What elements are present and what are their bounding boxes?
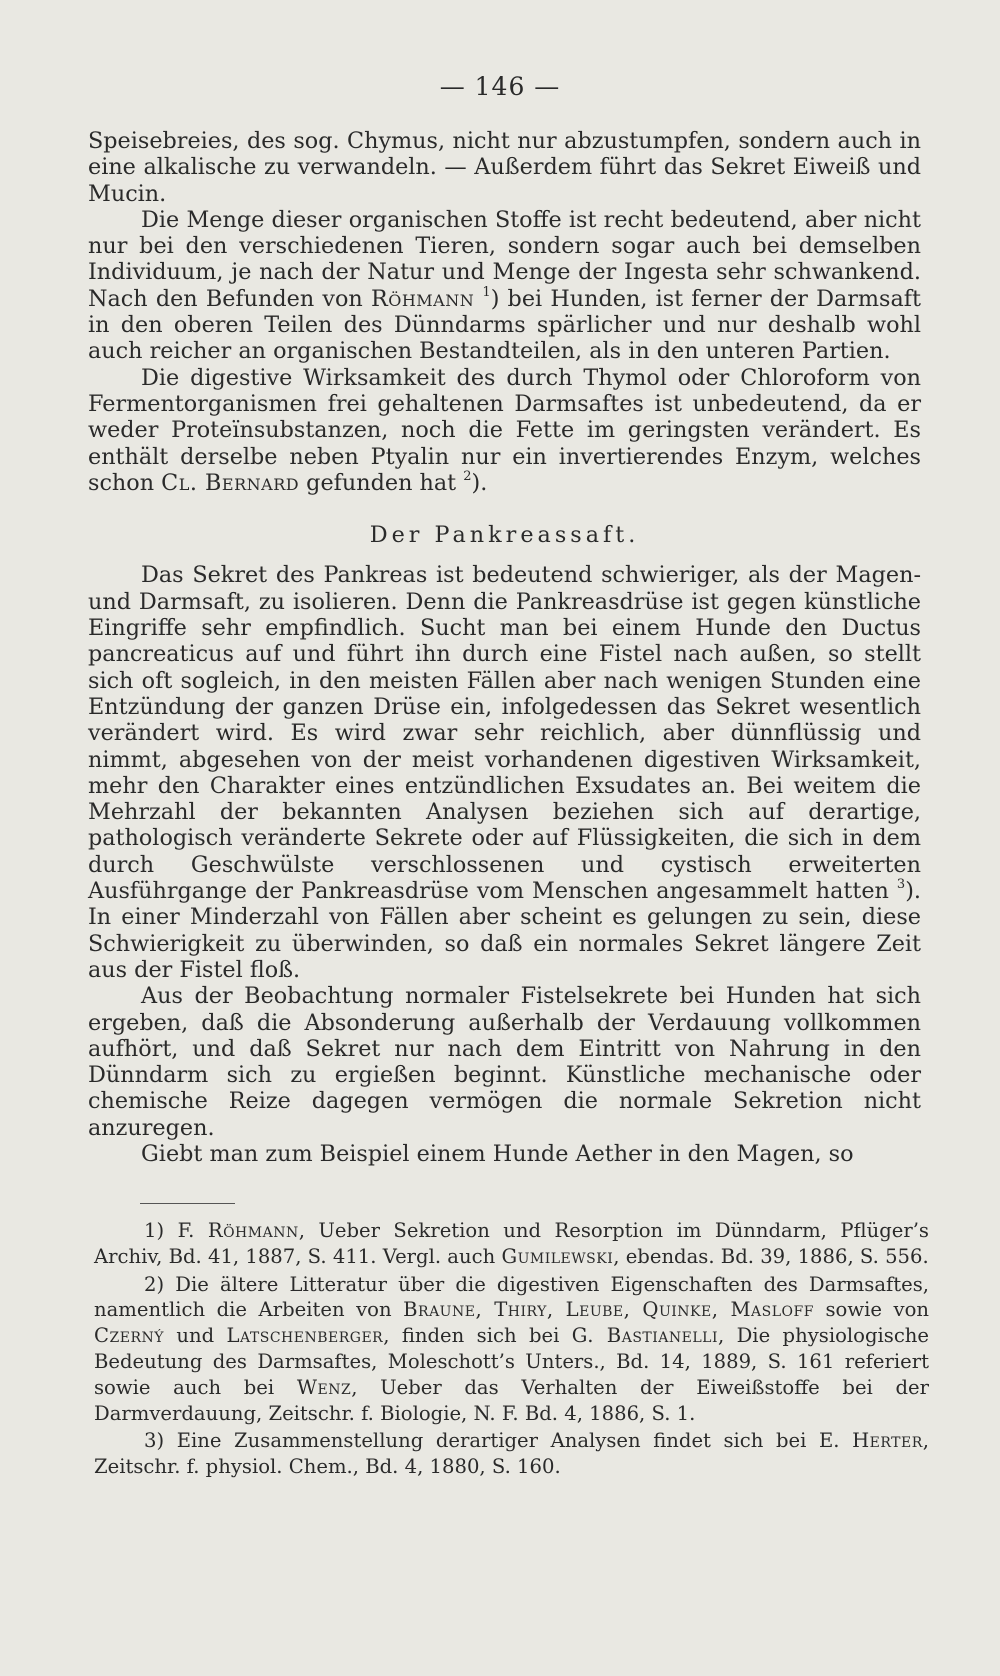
author-name: Cl. Bernard bbox=[161, 469, 300, 496]
footnote-text: , ebendas. Bd. 39, 1886, S. 556. bbox=[613, 1244, 929, 1268]
footnote-text: , finden sich bei bbox=[383, 1324, 560, 1348]
author-name: Latschenberger bbox=[226, 1324, 384, 1348]
author-name: Herter bbox=[852, 1429, 923, 1453]
author-name: Röhmann bbox=[207, 1219, 299, 1242]
paragraph-text: Giebt man zum Beispiel einem Hunde Aether in den Magen, so bbox=[141, 1140, 854, 1167]
author-name: G. Bastianelli bbox=[571, 1324, 718, 1348]
footnote-text: , Die physiologische Bedeutung des Darmsaftes, Moleschott’s Unters., Bd. 14, 1889, S. 161 referiert sowie auch bei bbox=[94, 1324, 930, 1399]
footnote bbox=[94, 1272, 929, 1427]
author-name: Gumilewski bbox=[501, 1244, 614, 1268]
footnote-text: , Ueber das Verhalten der Eiweißstoffe bei der Darmverdauung, Zeitschr. f. Biologie, N. F. Bd. 4, 1886, S. 1. bbox=[94, 1375, 929, 1425]
footnote bbox=[94, 1218, 929, 1270]
footnote-ref: 2 bbox=[463, 468, 472, 484]
paragraph bbox=[88, 1141, 921, 1167]
section-heading: Der Pankreassaft. bbox=[369, 522, 640, 549]
paragraph-text: ). bbox=[471, 469, 488, 496]
paragraph bbox=[88, 983, 921, 1141]
paragraph bbox=[88, 365, 921, 496]
paragraph-text: ) bei Hunden, ist ferner der Darmsaft in den oberen Teilen des Dünndarms spärlicher und nur deshalb wohl auch reicher an organischen Bestandteilen, als in den unteren Partien. bbox=[88, 285, 921, 365]
footnote-number: 2) bbox=[144, 1272, 165, 1296]
footnote-text: , Ueber Sekretion und Resorption im Dünndarm, Pflüger’s Archiv, Bd. 41, 1887, S. 411. Vergl. auch bbox=[94, 1219, 929, 1268]
footnote-text: Eine Zusammenstellung derartiger Analysen findet sich bei E. bbox=[176, 1429, 840, 1453]
body-text bbox=[88, 128, 921, 1167]
author-name: Czerný bbox=[94, 1324, 164, 1348]
footnote-text: sowie von bbox=[825, 1298, 929, 1322]
paragraph-text: ). In einer Minderzahl von Fällen aber scheint es gelungen zu sein, diese Schwierigkeit zu überwinden, so daß ein normales Sekret längere Zeit aus der Fistel floß. bbox=[88, 878, 921, 983]
paragraph-text: Die Menge dieser organischen Stoffe ist recht bedeutend, aber nicht nur bei den verschiedenen Tieren, sondern sogar auch bei demselben Individuum, je nach der Natur und Menge der Ingesta sehr schwankend. Nach den Befunden von bbox=[88, 206, 921, 312]
footnote-text: Die ältere Litteratur über die digestiven Eigenschaften des Darmsaftes, namentlich die Arbeiten von bbox=[94, 1272, 930, 1322]
paragraph-text: Speisebreies, des sog. Chymus, nicht nur abzustumpfen, sondern auch in eine alkalische zu verwandeln. — Außerdem führt das Sekret Eiweiß und Mucin. bbox=[88, 128, 921, 207]
footnote-text: und bbox=[176, 1324, 215, 1348]
footnote bbox=[94, 1428, 929, 1480]
footnote-text: F. bbox=[177, 1219, 195, 1242]
paragraph bbox=[88, 128, 921, 207]
author-name: Braune, Thiry, Leube, Quinke, Masloff bbox=[403, 1298, 814, 1322]
page-number: — 146 — bbox=[439, 72, 561, 101]
author-name: Wenz bbox=[296, 1375, 352, 1399]
paragraph-text: gefunden hat bbox=[306, 469, 457, 496]
footnote-ref: 1 bbox=[482, 284, 491, 300]
paragraph-text: Die digestive Wirksamkeit des durch Thymol oder Chloroform von Fermentorganismen frei gehaltenen Darmsaftes ist unbedeutend, da er weder Proteïnsubstanzen, noch die Fette im geringsten verändert. Es enthält derselbe neben Ptyalin nur ein invertierendes Enzym, welches schon bbox=[88, 364, 921, 496]
paragraph bbox=[88, 562, 921, 983]
footnote-number: 1) bbox=[144, 1219, 165, 1242]
footnote-ref: 3 bbox=[896, 877, 906, 893]
paragraph-text: Das Sekret des Pankreas ist bedeutend schwieriger, als der Magen- und Darmsaft, zu isolieren. Denn die Pankreasdrüse ist gegen künstliche Eingriffe sehr empfindlich. Sucht man bei einem Hunde den Ductus pancreaticus auf und führt ihn durch eine Fistel nach außen, so stellt sich oft sogleich, in den meisten Fällen aber nach wenigen Stunden eine Entzündung der ganzen Drüse ein, infolgedessen das Sekret wesentlich verändert wird. Es wird zwar sehr reichlich, aber dünnflüssig und nimmt, abgesehen von der meist vorhandenen digestiven Wirksamkeit, mehr den Charakter eines entzündlichen Exsudates an. Bei weitem die Mehrzahl der bekannten Analysen beziehen sich auf derartige, pathologisch veränderte Sekrete oder auf Flüssigkeiten, die sich in dem durch Geschwülste verschlossenen und cystisch erweiterten Ausführgange der Pankreasdrüse vom Menschen angesammelt hatten bbox=[88, 562, 921, 905]
footnotes bbox=[94, 1218, 929, 1482]
footnote-text: , Zeitschr. f. physiol. Chem., Bd. 4, 1880, S. 160. bbox=[94, 1429, 929, 1479]
paragraph bbox=[88, 207, 921, 365]
paragraph-text: Aus der Beobachtung normaler Fistelsekrete bei Hunden hat sich ergeben, daß die Absonderung außerhalb der Verdauung vollkommen aufhört, und daß Sekret nur nach dem Eintritt von Nahrung in den Dünndarm sich zu ergießen beginnt. Künstliche mechanische oder chemische Reize dagegen vermögen die normale Sekretion nicht anzuregen. bbox=[88, 983, 921, 1141]
footnote-number: 3) bbox=[144, 1429, 165, 1453]
author-name: Röhmann bbox=[370, 285, 475, 312]
footnote-divider bbox=[140, 1203, 235, 1204]
